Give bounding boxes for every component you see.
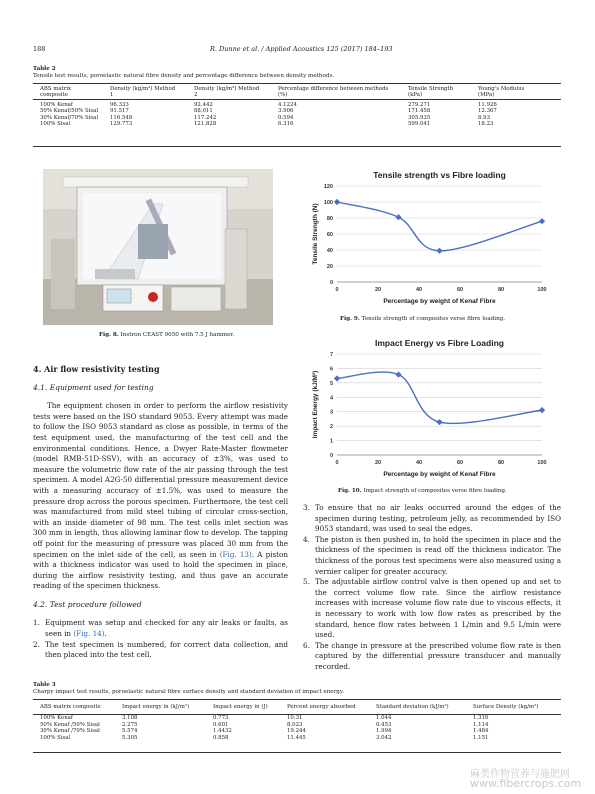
instron-machine-illustration [43,169,273,325]
table-cell: 117.242 [194,114,217,121]
y-tick-label: 1 [329,438,333,445]
list-item [33,640,288,661]
table-cell: 2.275 [122,721,138,728]
x-tick-label: 60 [456,460,464,466]
subsection-title: 4.1. Equipment used for testing [33,382,154,392]
table3-header: Percent energy absorbed [287,704,356,710]
chart-title: Tensile strength vs Fibre loading [373,170,506,180]
fig8-caption-label: Fig. 8. [99,332,119,338]
data-point [539,218,545,224]
table2-header: Tensile Strength [408,86,454,92]
table-cell: 19.244 [287,728,306,735]
table3-header: Impact energy in (kJ/m²) [122,704,190,710]
table-cell: 11.926 [478,101,497,108]
table-cell: 0.773 [213,715,229,722]
instron-photo [43,169,273,325]
series-line [337,202,542,251]
y-tick-label: 20 [326,264,333,270]
table2-header: Density (kg/m³) Method [110,86,176,92]
fig8-caption [99,332,234,338]
y-tick-label: 0 [329,280,333,286]
table-cell: 8.93 [478,114,491,121]
list-number: 3. [303,503,310,512]
list-item [303,577,561,641]
table-cell: 1.484 [473,728,489,735]
paragraph-text: The equipment chosen in order to perform the airflow resistivity tests were based on the ISO standard 9053. Every attempt was made to follow the ISO 9053 standard as close as possible, in terms of the test equipment used, the manufacturing of the test cell and the environmental conditions. Hence, a Dwyer Rate-Master flowmeter (model RMB-51D-SSV), with an accuracy of ±3%, was used to measure the volumetric flow rate of the air passing through the test specimen. A model A2G-50 differential pressure measurement device with a measuring accuracy of ±1.5%, was used to measure the pressure drop across the porous specimen. Furthermore, the test cell was manufactured from mild steel tubing of circular cross-section, with an inside diameter of 98 mm. The test cells inlet section was 300 mm in length, thus allowing laminar flow to develop. The tapping off point for the measuring of pressure was placed 30 mm from the specimen on the inlet side of the cell, as seen in [33,401,288,559]
table-cell: 3.108 [122,715,138,722]
table3-header: Impact energy in (J) [213,704,268,710]
table-cell: 129.773 [110,121,133,128]
y-tick-label: 0 [329,453,333,459]
fig9-caption-text: Tensile strength of composites verse fibre loading. [361,316,506,322]
table3-header: Surface Density (kg/m²) [473,704,539,710]
y-tick-label: 60 [326,232,333,238]
tensile-strength-chart [305,166,555,311]
x-tick-label: 80 [497,287,505,293]
y-tick-label: 120 [323,184,333,190]
x-tick-label: 0 [335,287,339,293]
y-tick-label: 80 [326,216,333,222]
list-number: 1. [33,618,40,628]
subsection-title: 4.2. Test procedure followed [33,599,142,609]
x-tick-label: 40 [415,460,423,466]
table-cell: 100% Kenaf [40,715,73,722]
watermark-cn: 麻类作物营养与施肥网 [470,769,570,780]
left-column [33,364,288,661]
table-cell: 3.906 [278,108,294,115]
table2-header-row [38,86,546,99]
fig10-caption-text: Impact strength of composites verse fibre loading. [363,488,507,494]
y-axis-label: Tensile Strength (N) [312,203,319,265]
table-cell: 0.594 [278,114,294,121]
table-cell: 18.23 [478,121,494,128]
table-cell: 1.994 [376,728,392,735]
table3-header: ABS matrix composite [40,704,101,710]
table-cell: 91.517 [110,108,129,115]
list-number: 6. [303,640,310,650]
x-tick-label: 100 [537,287,547,293]
data-point [334,375,340,381]
table-cell: 121.828 [194,121,217,128]
table2-header: Young's Modulus [478,86,525,92]
list-text: The test specimen is numbered, for correct data collection, and then placed into the test cell. [45,639,288,660]
table2-header: Density (kg/m³) Method [194,86,260,92]
x-tick-label: 80 [497,460,505,466]
figure-link[interactable]: (Fig. 14) [73,629,105,639]
list-text: The change in pressure at the prescribed volume flow rate is then captured by the differential pressure transducer and manually recorded. [315,640,561,671]
table-cell: 50% Kenaf/50% Sisal [40,108,99,115]
data-point [395,372,401,378]
table-cell: 100% Sisal [40,734,71,741]
data-point [436,248,442,254]
table-cell: 5.305 [122,734,138,741]
table-cell: 599.041 [408,121,431,128]
list-item [303,641,561,673]
x-axis-label: Percentage by weight of Kenaf Fibre [383,298,496,305]
chart-title: Impact Energy vs Fibre Loading [375,338,504,348]
right-column [303,503,561,673]
table-cell: 171.458 [408,108,431,115]
table-cell: 8.023 [287,721,303,728]
table2-label: Table 2 [33,66,56,72]
table-cell: 116.548 [110,114,133,121]
list-number: 5. [303,577,310,587]
table-cell: 6.316 [278,121,294,128]
table-cell: 1.151 [473,734,489,741]
fig9-caption [340,316,505,322]
y-tick-label: 3 [329,409,333,416]
table3-label: Table 3 [33,682,56,688]
table-cell: 96.333 [110,101,129,108]
table-cell: 50% Kenaf /50% Sisal [40,721,100,728]
fig10-caption [338,488,507,494]
table2-header: 2 [194,92,198,99]
y-tick-label: 6 [329,366,333,373]
table-cell: 10.31 [287,715,303,722]
y-tick-label: 7 [329,352,333,358]
y-tick-label: 2 [329,424,333,431]
fig8-caption-text: Instron CEAST 9050 with 7.5 J hammer. [120,332,235,338]
page-number: 188 [33,45,46,53]
table2-caption: Tensile test results, poroelastic natural fibre density and percentage difference between density methods. [33,73,335,79]
x-tick-label: 20 [374,460,382,466]
data-point [436,419,442,425]
table2-header: Percentage difference between methods [278,86,389,92]
table2-header: (%) [278,92,288,99]
x-tick-label: 40 [415,287,423,293]
table-cell: 1.316 [473,715,489,722]
impact-energy-chart [305,334,555,484]
y-tick-label: 100 [323,200,333,206]
table-cell: 30% Kenaf/70% Sisal [40,114,99,121]
table-cell: 11.445 [287,734,306,741]
y-tick-label: 5 [329,380,333,387]
table-cell: 4.1224 [278,101,297,108]
table2 [38,86,546,127]
data-point [334,199,340,205]
running-header: R. Dunne et al. / Applied Acoustics 125 (2017) 184–193 [210,45,393,53]
paragraph-text: . A piston with a thickness indicator was used to hold the specimen in place, during the airflow resistivity testing, and thus gave an accurate reading of the specimen thickness. [33,549,289,591]
table-cell: 0.858 [213,734,229,741]
body-paragraph [33,401,288,592]
table-cell: 3.042 [376,734,392,741]
table3-caption: Charpy impact test results, poroelastic natural fibre surface density and standard deviation of impact energy. [33,689,345,695]
list-text: Equipment was setup and checked for any air leaks or faults, as seen in [45,618,288,639]
y-tick-label: 4 [329,395,333,402]
table-row [38,121,546,127]
table-cell: 100% Kenaf [40,101,73,108]
table-cell: 88.011 [194,108,213,115]
table3-header: Standard deviation (kJ/m²) [376,704,449,710]
x-axis-label: Percentage by weight of Kenaf Fibre [383,471,496,478]
fig9-caption-label: Fig. 9. [340,316,360,322]
list-text: The adjustable airflow control valve is then opened up and set to the correct volume flow rate. Since the airflow resistance increases with increase volume flow rate due to viscous effects, it is necessary to work with low flow rates as prescribed by the standard, hence flow rates between 1 L/min and 9.5 L/min were used. [315,577,561,640]
fig10-caption-label: Fig. 10. [338,488,362,494]
x-tick-label: 0 [335,460,339,466]
list-text: To ensure that no air leaks occurred around the edges of the specimen during testing, petroleum jelly, as recommended by ISO 9053 standard, was used to seal the edges. [315,503,561,534]
table-cell: 92.442 [194,101,213,108]
y-tick-label: 40 [326,248,333,254]
x-tick-label: 20 [374,287,382,293]
data-point [395,214,401,220]
x-tick-label: 60 [456,287,464,293]
x-tick-label: 100 [537,460,547,466]
series-line [337,372,542,423]
table-cell: 12.367 [478,108,497,115]
table-cell: 30% Kenaf /70% Sisal [40,728,100,735]
data-point [539,407,545,413]
table-cell: 0.453 [376,721,392,728]
section-title: 4. Air flow resistivity testing [33,364,160,374]
table-row [38,735,561,741]
list-number: 4. [303,534,310,544]
list-text: . [104,629,107,639]
watermark-url: www.fibercrops.com [470,777,582,790]
table-cell: 1.044 [376,715,392,722]
table2-header: ABS matrix [40,86,72,92]
table-cell: 1.4432 [213,728,232,735]
table2-header: (MPa) [478,92,495,99]
table-cell: 100% Sisal [40,121,71,128]
list-text: The piston is then pushed in, to hold the specimen in place and the thickness of the specimen is read off the thickness indicator. The thickness of the porous test specimens were also measured using a vernier caliper for greater accuracy. [315,534,561,576]
list-item [303,535,561,577]
list-item [33,618,288,639]
list-number: 2. [33,639,40,649]
table2-header: composite [40,92,68,99]
table2-header: (kPa) [408,92,423,99]
table-cell: 279.271 [408,101,431,108]
list-item [303,503,561,535]
table-cell: 5.574 [122,728,138,735]
table-cell: 305.935 [408,114,431,121]
table3 [38,704,561,741]
table2-header: 1 [110,92,114,99]
figure-link[interactable]: (Fig. 13) [219,549,252,559]
table-cell: 0.601 [213,721,229,728]
y-axis-label: Impact Energy (kJ/M²) [312,370,319,439]
table-cell: 1.114 [473,721,489,728]
